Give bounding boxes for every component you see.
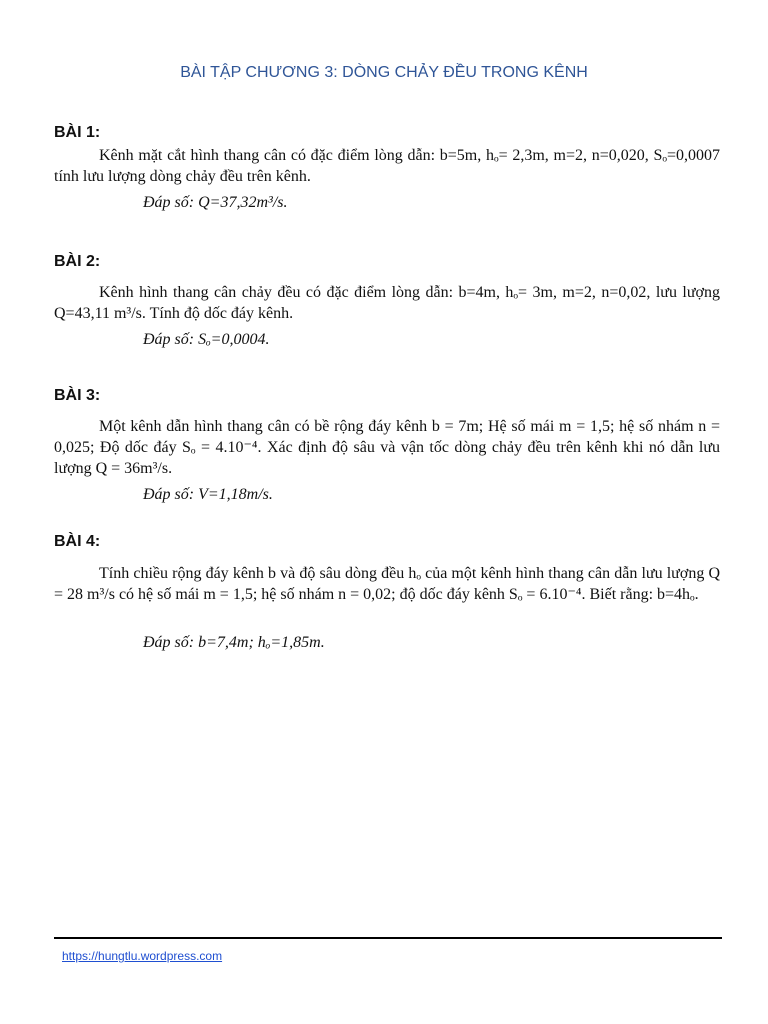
page-title: BÀI TẬP CHƯƠNG 3: DÒNG CHẢY ĐỀU TRONG KÊNH: [180, 64, 588, 81]
footer-link[interactable]: https://hungtlu.wordpress.com: [62, 949, 223, 963]
exercise-3-text: Một kênh dẫn hình thang cân có bề rộng đáy kênh b = 7m; Hệ số mái m = 1,5; hệ số nhám n = 0,025; Độ dốc đáy Sₒ = 4.10⁻⁴. Xác định độ sâu và vận tốc dòng chảy đều trên kênh khi nó dẫn lưu lượng Q = 36m³/s.: [54, 418, 720, 477]
exercise-4-heading: BÀI 4:: [54, 533, 101, 550]
exercise-3-heading: BÀI 3:: [54, 387, 101, 404]
exercise-2-answer: Đáp số: Sₒ=0,0004.: [143, 331, 270, 348]
footer-divider: [54, 937, 722, 939]
exercise-3-answer: Đáp số: V=1,18m/s.: [143, 486, 273, 503]
exercise-1-answer: Đáp số: Q=37,32m³/s.: [143, 194, 288, 211]
exercise-2-heading: BÀI 2:: [54, 253, 101, 270]
exercise-2-text: Kênh hình thang cân chảy đều có đặc điểm lòng dẫn: b=4m, hₒ= 3m, m=2, n=0,02, lưu lượng Q=43,11 m³/s. Tính độ dốc đáy kênh.: [54, 284, 720, 322]
exercise-4-answer: Đáp số: b=7,4m; hₒ=1,85m.: [143, 634, 325, 651]
exercise-4-text: Tính chiều rộng đáy kênh b và độ sâu dòng đều hₒ của một kênh hình thang cân dẫn lưu lượng Q = 28 m³/s có hệ số mái m = 1,5; hệ số nhám n = 0,02; độ dốc đáy kênh Sₒ = 6.10⁻⁴. Biết rằng: b=4hₒ.: [54, 565, 720, 603]
exercise-1-heading: BÀI 1:: [54, 124, 101, 141]
exercise-1-text: Kênh mặt cắt hình thang cân có đặc điểm lòng dẫn: b=5m, hₒ= 2,3m, m=2, n=0,020, Sₒ=0,0007 tính lưu lượng dòng chảy đều trên kênh.: [54, 147, 720, 185]
